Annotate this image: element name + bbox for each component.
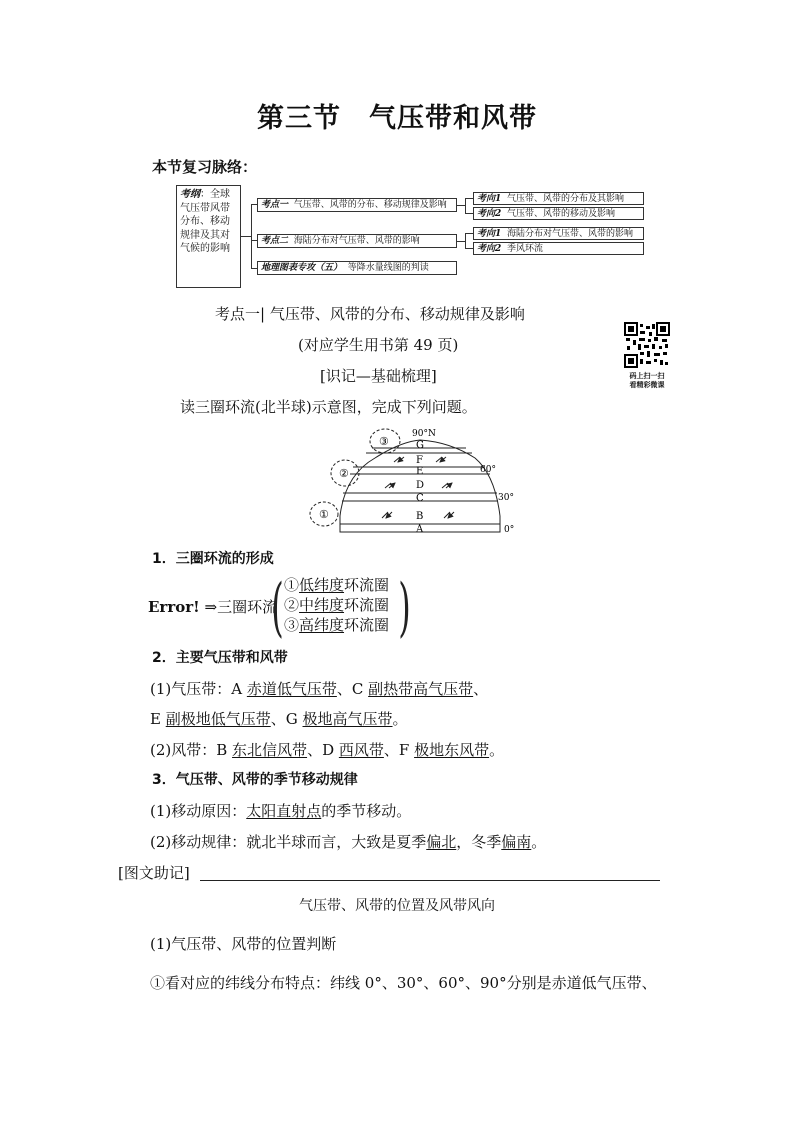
outline-dir3 (473, 227, 644, 240)
point2-tag: 考点二 (261, 236, 289, 246)
outline-main-label: 考纲 (180, 189, 200, 200)
band-letter-g: G (416, 440, 424, 451)
outline-special (257, 261, 457, 275)
band-letter-c: C (416, 493, 424, 504)
s1-list (284, 575, 389, 635)
dir4-tag: 考向2 (477, 244, 502, 254)
left-brace: ( (271, 571, 284, 645)
three-cell-circulation-diagram (300, 420, 530, 540)
outline-point1 (257, 198, 457, 212)
band-letter-e: E (416, 466, 424, 477)
right-brace: ) (398, 571, 411, 645)
memory-tag: [识记—基础梳理] (320, 367, 437, 385)
cell-label-2: ② (339, 467, 349, 480)
s2-line2: E 副极地低气压带、G 极地高气压带。 (150, 710, 408, 728)
cell-label-3: ③ (379, 435, 389, 448)
tuwen-tag: [图文助记] (118, 864, 190, 882)
title-section-number: 第三节 (257, 103, 341, 134)
qr-caption-1: 码上扫一扫 (629, 372, 665, 380)
outline-dir2 (473, 207, 644, 220)
point2-text: 海陆分布对气压带、风带的影响 (293, 236, 420, 246)
s1-heading: 1．三圈环流的形成 (152, 551, 274, 567)
paragraph-1: (1)气压带、风带的位置判断 (150, 935, 337, 953)
sub-title: 气压带、风带的位置及风带风向 (299, 898, 495, 914)
ref-page: (对应学生用书第 49 页) (298, 336, 459, 354)
band-letter-f: F (416, 455, 423, 466)
title-text: 气压带和风带 (369, 103, 537, 134)
special-text: 等降水量线图的判读 (347, 263, 429, 273)
band-letter-b: B (416, 511, 424, 522)
s1-formula (148, 596, 277, 617)
dir1-text: 气压带、风带的分布及其影响 (507, 194, 625, 204)
outline-main-box (176, 185, 241, 288)
s2-line3: (2)风带：B 东北信风带、D 西风带、F 极地东风带。 (150, 741, 505, 759)
outline-main-text: ：全球气压带风带分布、移动规律及其对气候的影响 (180, 189, 230, 254)
section-tag: 考点一| (215, 305, 266, 323)
lat-label-60: 60° (480, 465, 496, 475)
s3-line2: (2)移动规律：就北半球而言，大致是夏季偏北，冬季偏南。 (150, 833, 547, 851)
lat-label-30: 30° (498, 493, 514, 503)
dir3-text: 海陆分布对气压带、风带的影响 (507, 229, 634, 239)
dir2-tag: 考向2 (477, 209, 502, 219)
band-letter-d: D (416, 480, 425, 491)
paragraph-2: ①看对应的纬线分布特点：纬线 0°、30°、60°、90°分别是赤道低气压带、 (150, 974, 657, 992)
section-heading (215, 303, 525, 324)
special-tag: 地理图表专攻（五） (261, 263, 343, 273)
intro-text: 读三圈环流(北半球)示意图，完成下列问题。 (180, 398, 477, 416)
cell-label-1: ① (319, 508, 329, 521)
qr-caption-2: 看精彩微课 (629, 381, 665, 389)
dir1-tag: 考向1 (477, 194, 502, 204)
s3-line1: (1)移动原因：太阳直射点的季节移动。 (150, 802, 412, 820)
s1-blank: 中纬度 (299, 596, 345, 614)
error-text: Error! (148, 598, 200, 616)
s1-item: ③高纬度环流圈 (284, 616, 390, 634)
point1-tag: 考点一 (261, 200, 289, 210)
s3-heading: 3．气压带、风带的季节移动规律 (152, 772, 358, 788)
lat-label-90: 90°N (412, 429, 436, 439)
section-text: 气压带、风带的分布、移动规律及影响 (269, 305, 525, 323)
s2-heading: 2．主要气压带和风带 (152, 650, 288, 666)
page-title (0, 96, 794, 135)
point1-text: 气压带、风带的分布、移动规律及影响 (293, 200, 447, 210)
divider (200, 880, 660, 881)
review-heading: 本节复习脉络： (152, 158, 258, 176)
s1-item: ②中纬度环流圈 (284, 596, 390, 614)
dir3-tag: 考向1 (477, 229, 502, 239)
outline-dir1 (473, 192, 644, 205)
s1-blank: 低纬度 (299, 576, 345, 594)
s1-item: ①低纬度环流圈 (284, 576, 390, 594)
qr-code[interactable] (624, 322, 670, 390)
dir2-text: 气压带、风带的移动及影响 (507, 209, 616, 219)
arrow-text: ⇒三圈环流 (204, 598, 278, 616)
outline-point2 (257, 234, 457, 248)
dir4-text: 季风环流 (507, 244, 544, 254)
band-letter-a: A (416, 524, 424, 535)
lat-label-0: 0° (504, 525, 515, 535)
outline-dir4 (473, 242, 644, 255)
s1-blank: 高纬度 (299, 616, 345, 634)
qr-code-icon (624, 322, 670, 368)
s2-line1: (1)气压带：A 赤道低气压带、C 副热带高气压带、 (150, 680, 489, 698)
